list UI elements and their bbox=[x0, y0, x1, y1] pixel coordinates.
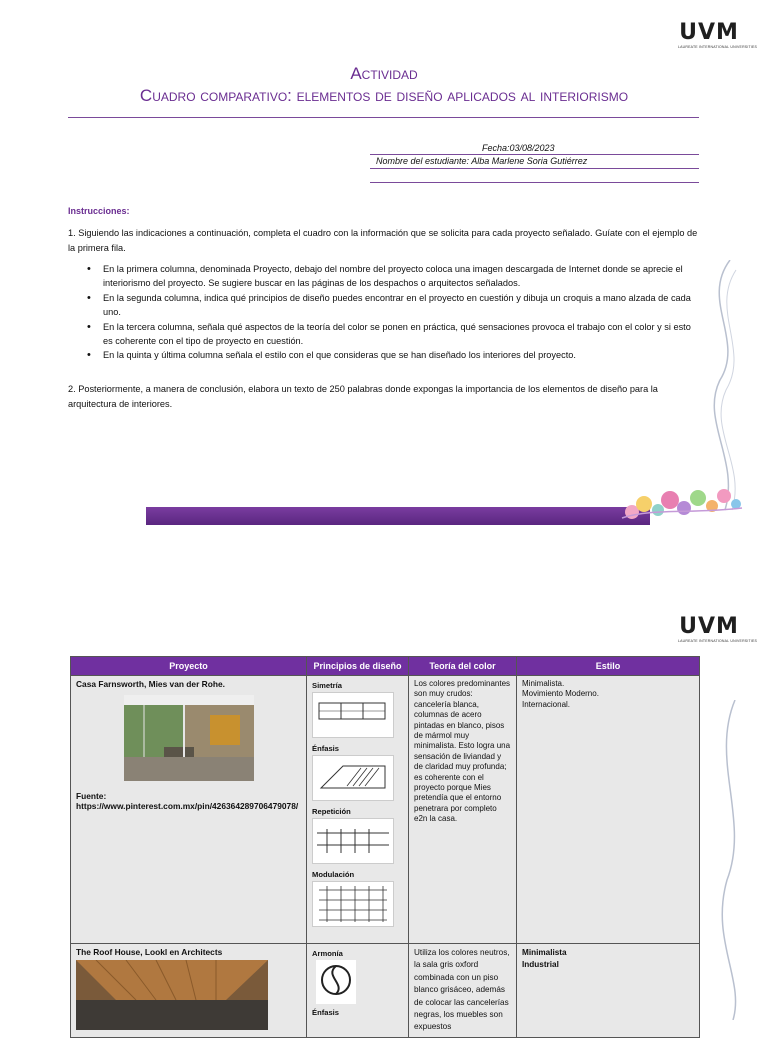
project-photo bbox=[124, 695, 254, 781]
source-link[interactable]: https://www.pinterest.com.mx/pin/426364289706479078/ bbox=[76, 801, 299, 811]
style-item: Industrial bbox=[522, 960, 559, 970]
project-photo bbox=[76, 960, 268, 1030]
principles-cell bbox=[307, 944, 409, 1038]
sketch-repeticion bbox=[312, 818, 394, 864]
date-line bbox=[370, 154, 699, 155]
sketch-enfasis bbox=[312, 755, 394, 801]
color-theory-cell: Utiliza los colores neutros, la sala gris oxford combinada con un piso blanco grisáceo, además de colocar las cancelerías negras, los muebles son expuestos bbox=[409, 944, 517, 1038]
principle-label: Énfasis bbox=[312, 1008, 340, 1017]
uvm-logo: UVM LAUREATE INTERNATIONAL UNIVERSITIES bbox=[678, 20, 758, 49]
sketch-armonia bbox=[316, 960, 356, 1004]
style-cell bbox=[517, 944, 700, 1038]
style-cell bbox=[517, 676, 700, 944]
column-header: Proyecto bbox=[71, 657, 307, 676]
principle-label: Modulación bbox=[312, 870, 355, 879]
source-label: Fuente: bbox=[76, 791, 107, 801]
table-header-row bbox=[71, 657, 700, 676]
project-name: Casa Farnsworth, Mies van der Rohe. bbox=[76, 679, 225, 689]
page-title: Cuadro comparativo: elementos de diseño aplicados al interiorismo bbox=[139, 86, 629, 105]
activity-label: Actividad bbox=[350, 64, 418, 83]
instruction-paragraph-2: 2. Posteriormente, a manera de conclusión, elabora un texto de 250 palabras donde expongas la importancia de los elementos de diseño para la arquitectura de interiores. bbox=[68, 384, 658, 409]
project-cell bbox=[71, 676, 307, 944]
principle-label: Armonía bbox=[312, 949, 343, 958]
project-cell bbox=[71, 944, 307, 1038]
style-item: Minimalista. bbox=[522, 679, 565, 688]
sketch-modulacion bbox=[312, 881, 394, 927]
instruction-list bbox=[68, 262, 700, 363]
table-row bbox=[71, 676, 700, 944]
title-divider bbox=[68, 117, 699, 118]
student-name: Nombre del estudiante: Alba Marlene Soria Gutiérrez bbox=[376, 156, 588, 166]
floral-decoration-icon bbox=[612, 478, 748, 526]
principle-label: Énfasis bbox=[312, 744, 340, 753]
color-theory-cell: Los colores predominantes son muy crudos: cancelería blanca, columnas de acero pintadas en blanco, pisos de mármol muy minimalista. Esto logra una sensación de liviandad y de claridad muy profunda; es coherente con el proyecto porque Mies pretendía que el entorno penetrara por completo e2n la casa. bbox=[409, 676, 517, 944]
column-header: Teoría del color bbox=[409, 657, 517, 676]
principles-cell bbox=[307, 676, 409, 944]
instructions-heading: Instrucciones: bbox=[68, 206, 130, 216]
principle-label: Repetición bbox=[312, 807, 351, 816]
blank-line bbox=[370, 182, 699, 183]
style-item: Internacional. bbox=[522, 699, 571, 709]
decorative-purple-bar bbox=[146, 507, 650, 525]
sketch-simetria bbox=[312, 692, 394, 738]
instruction-bullet: • En la quinta y última columna señala el estilo con el que consideras que se han diseñado los interiores del proyecto. bbox=[68, 348, 700, 362]
instruction-bullet: • En la tercera columna, señala qué aspectos de la teoría del color se ponen en práctica, qué sensaciones provoca el trabajo con el color y si esto es coherente con el tipo de proyecto en cuestión. bbox=[68, 320, 700, 349]
date-field: Fecha:03/08/2023 bbox=[482, 143, 555, 153]
instruction-bullet: • En la segunda columna, indica qué principios de diseño puedes encontrar en el proyecto en cuestión y dibuja un croquis a mano alzada de cada uno. bbox=[68, 291, 700, 320]
student-line bbox=[370, 168, 699, 169]
style-item: Minimalista bbox=[522, 948, 567, 957]
decorative-swirl bbox=[705, 700, 755, 1020]
comparison-table bbox=[70, 656, 700, 1038]
principle-label: Simetría bbox=[312, 681, 342, 690]
instruction-bullet: • En la primera columna, denominada Proyecto, debajo del nombre del proyecto coloca una imagen descargada de Internet donde se aprecie el interiorismo del proyecto. Se sugiere buscar en las páginas de los despachos o arquitectos señalados. bbox=[68, 262, 700, 291]
style-item: Movimiento Moderno. bbox=[522, 689, 599, 699]
instruction-paragraph-1: 1. Siguiendo las indicaciones a continuación, completa el cuadro con la información que se solicita para cada proyecto señalado. Guíate con el ejemplo de la primera fila. bbox=[68, 228, 698, 253]
column-header: Principios de diseño bbox=[307, 657, 409, 676]
table-row bbox=[71, 944, 700, 1038]
column-header: Estilo bbox=[517, 657, 700, 676]
uvm-logo: UVM LAUREATE INTERNATIONAL UNIVERSITIES bbox=[678, 614, 758, 643]
project-name: The Roof House, Lookl en Architects bbox=[76, 947, 223, 957]
